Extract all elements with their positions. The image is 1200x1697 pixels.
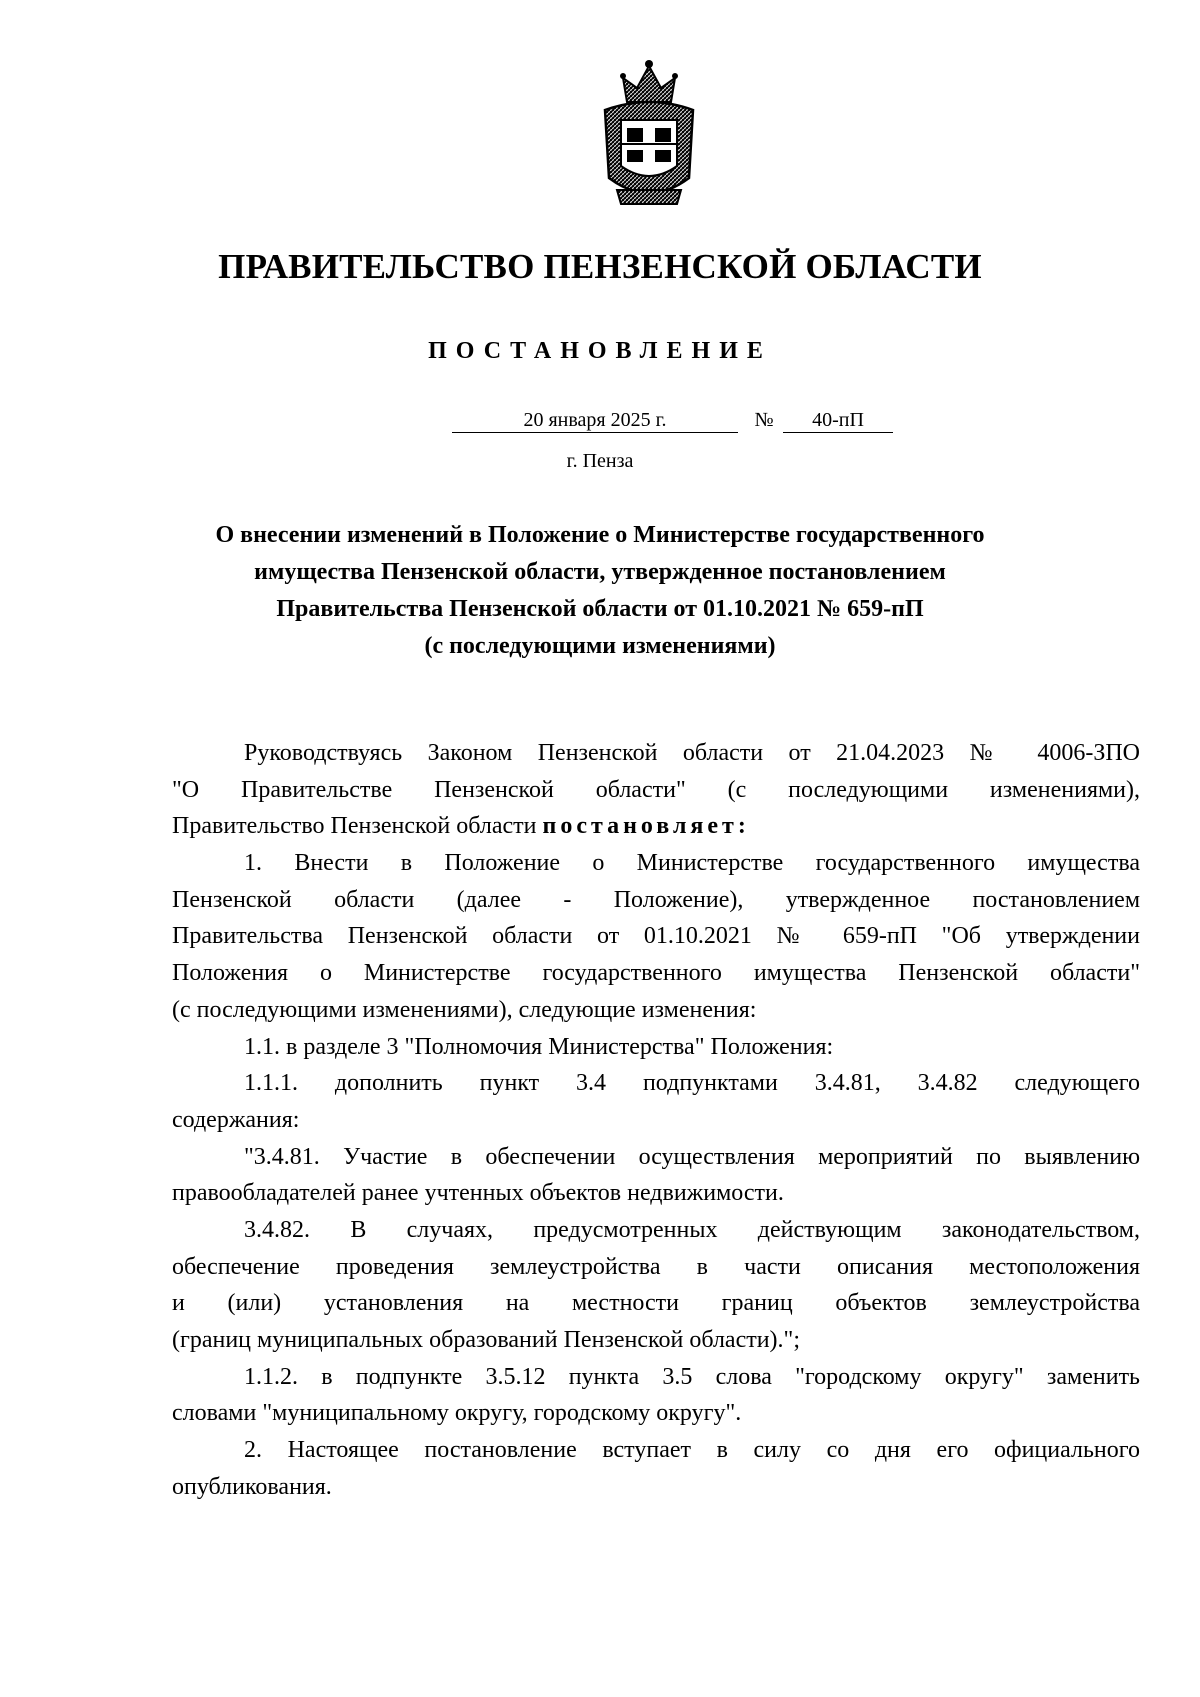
document-number: 40-пП — [783, 408, 893, 433]
body-line: Положения о Министерстве государственного имущества Пензенской области" — [172, 960, 1140, 987]
coat-of-arms-emblem — [597, 58, 701, 208]
body-line: и (или) установления на местности границ объектов землеустройства — [172, 1290, 1140, 1317]
document-date: 20 января 2025 г. — [452, 408, 738, 433]
body-line: содержания: — [172, 1106, 300, 1133]
body-text: Правительство Пензенской области — [172, 813, 537, 840]
document-type: ПОСТАНОВЛЕНИЕ — [428, 338, 772, 364]
body-line: Правительства Пензенской области от 01.10.2021 № 659-пП "Об утверждении — [172, 923, 1140, 950]
document-subject — [140, 517, 1060, 665]
body-line: словами "муниципальному округу, городскому округу". — [172, 1400, 742, 1427]
body-line: (с последующими изменениями), следующие изменения: — [172, 996, 757, 1023]
number-sign: № — [754, 409, 774, 431]
body-line: Руководствуясь Законом Пензенской области от 21.04.2023 № 4006-ЗПО — [244, 740, 1140, 766]
body-line: правообладателей ранее учтенных объектов недвижимости. — [172, 1180, 784, 1207]
body-line: 3.4.82. В случаях, предусмотренных действующим законодательством, — [244, 1216, 1140, 1243]
body-line: 1.1. в разделе 3 "Полномочия Министерства" Положения: — [244, 1033, 834, 1060]
body-line: 2. Настоящее постановление вступает в силу со дня его официального — [244, 1437, 1140, 1464]
subject-line: (с последующими изменениями) — [424, 633, 776, 659]
body-line: 1.1.1. дополнить пункт 3.4 подпунктами 3.4.81, 3.4.82 следующего — [244, 1070, 1140, 1097]
body-line: опубликования. — [172, 1473, 332, 1500]
body-line: (границ муниципальных образований Пензенской области)."; — [172, 1327, 801, 1353]
subject-line: имущества Пензенской области, утвержденное постановлением — [254, 559, 946, 585]
city: г. Пенза — [566, 450, 634, 472]
body-line: Пензенской области (далее - Положение), утвержденное постановлением — [172, 886, 1140, 913]
subject-line: О внесении изменений в Положение о Министерстве государственного — [215, 522, 985, 548]
body-line: 1.1.2. в подпункте 3.5.12 пункта 3.5 слова "городскому округу" заменить — [244, 1363, 1140, 1390]
document-body — [172, 735, 1140, 1505]
subject-line: Правительства Пензенской области от 01.10.2021 № 659-пП — [276, 596, 924, 622]
body-line: "О Правительстве Пензенской области" (с последующими изменениями), — [172, 776, 1140, 803]
body-line: "3.4.81. Участие в обеспечении осуществления мероприятий по выявлению — [244, 1143, 1140, 1170]
government-title: ПРАВИТЕЛЬСТВО ПЕНЗЕНСКОЙ ОБЛАСТИ — [218, 247, 982, 286]
resolves-word: постановляет: — [542, 813, 750, 840]
body-line: 1. Внести в Положение о Министерстве государственного имущества — [244, 850, 1140, 877]
body-line — [172, 808, 1140, 845]
body-line: обеспечение проведения землеустройства в части описания местоположения — [172, 1253, 1140, 1280]
